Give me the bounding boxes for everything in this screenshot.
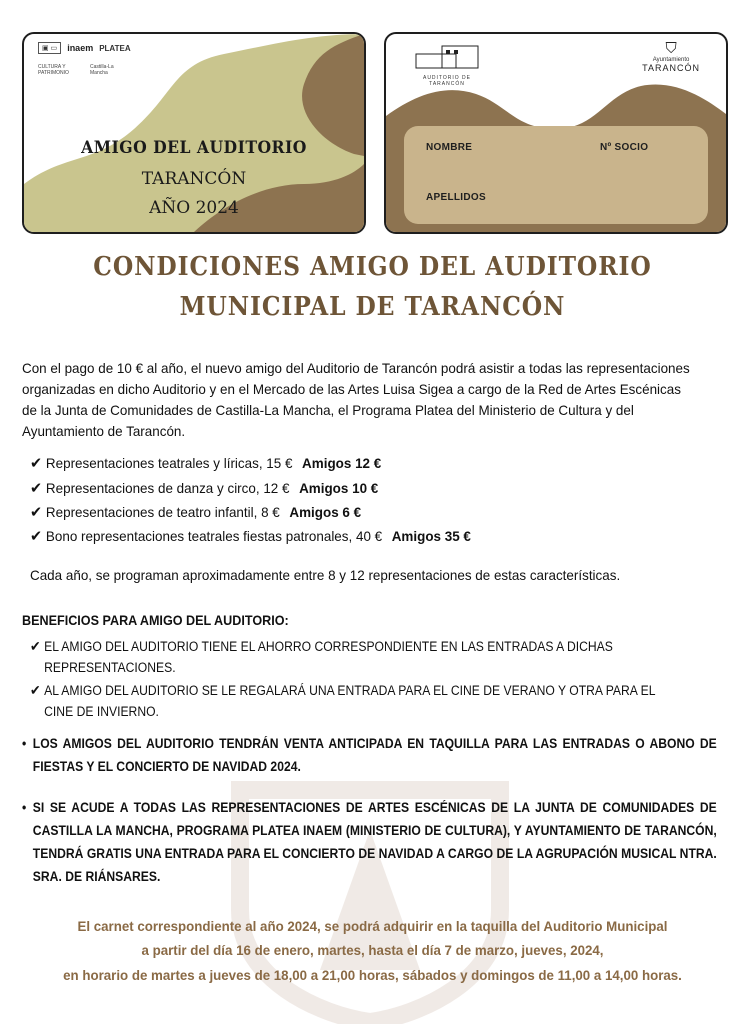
per-year-note: Cada año, se programan aproximadamente entre 8 y 12 representaciones de estas características. [30, 567, 621, 583]
price-amigos: Amigos 6 € [289, 504, 362, 520]
ayuntamiento-label: Ayuntamiento [652, 57, 690, 63]
sponsor-logos [38, 42, 131, 54]
ayuntamiento-town: TARANCÓN [642, 63, 700, 73]
check-icon: ✔ [30, 480, 43, 497]
page-title-line2: MUNICIPAL DE TARANCÓN [179, 292, 566, 322]
card-year: AÑO 2024 [149, 198, 239, 218]
price-amigos: Amigos 12 € [302, 455, 382, 471]
benefit-bullet [22, 732, 724, 778]
bullet-text: LOS AMIGOS DEL AUDITORIO TENDRÁN VENTA ANTICIPADA EN TAQUILLA PARA LAS ENTRADAS O ABONO DE FIESTAS Y EL CONCIERTO DE NAVIDAD 2024. [32, 736, 717, 774]
coat-of-arms-icon: ⛉ [665, 40, 677, 57]
page-title-line1: CONDICIONES AMIGO DEL AUDITORIO [93, 252, 652, 282]
card-town: TARANCÓN [141, 169, 247, 189]
benefit-item [30, 680, 714, 722]
benefit-text: EL AMIGO DEL AUDITORIO TIENE EL AHORRO CORRESPONDIENTE EN LAS ENTRADAS A DICHAS REPRESENTACIONES. [44, 639, 613, 675]
field-socio-label: Nº SOCIO [600, 142, 649, 153]
bullet-icon: • [22, 800, 27, 815]
price-text: Representaciones de danza y circo, 12 € [45, 480, 290, 496]
clm-logo: Castilla-La Mancha [90, 64, 114, 76]
check-icon: ✔ [30, 682, 41, 698]
check-icon: ✔ [30, 455, 43, 472]
ayuntamiento-logo [642, 40, 700, 73]
price-item [30, 527, 471, 545]
price-amigos: Amigos 35 € [391, 528, 471, 544]
bullet-icon: • [22, 736, 27, 751]
auditorio-logo-caption: AUDITORIO DE TARANCÓN [422, 75, 472, 87]
bullet-text: SI SE ACUDE A TODAS LAS REPRESENTACIONES DE ARTES ESCÉNICAS DE LA JUNTA DE COMUNIDADES DE CASTILLA LA MANCHA, PROGRAMA PLATEA INAEM (MINISTERIO DE CULTURA), Y AYUNTAMIENTO DE TARANCÓN, TENDRÁ GRATIS UNA ENTRADA PARA EL CONCIERTO DE NAVIDAD A CARGO DE LA AGRUPACIÓN MUSICAL NTRA. SRA. DE RIÁNSARES. [32, 800, 717, 884]
price-text: Representaciones teatrales y líricas, 15 € [45, 455, 293, 471]
membership-card-back [384, 32, 728, 234]
price-item [30, 479, 378, 497]
price-amigos: Amigos 10 € [299, 480, 379, 496]
footer-line3: en horario de martes a jueves de 18,00 a 21,00 horas, sábados y domingos de 11,00 a 14,00 horas. [63, 967, 682, 983]
auditorio-logo [412, 44, 482, 87]
price-item [30, 503, 361, 521]
check-icon: ✔ [30, 528, 43, 545]
platea-logo: PLATEA [99, 43, 131, 53]
intro-paragraph: Con el pago de 10 € al año, el nuevo amigo del Auditorio de Tarancón podrá asistir a todas las representaciones organizadas en dicho Auditorio y en el Mercado de las Artes Luisa Sigea a cargo de la Red de Artes Escénicas de la Junta de Comunidades de Castilla-La Mancha, el Programa Platea del Ministerio de Cultura y del Ayuntamiento de Tarancón. [22, 360, 690, 439]
field-nombre-label: NOMBRE [426, 142, 473, 153]
benefit-text: AL AMIGO DEL AUDITORIO SE LE REGALARÁ UNA ENTRADA PARA EL CINE DE VERANO Y OTRA PARA EL CINE DE INVIERNO. [44, 683, 656, 719]
card-title: AMIGO DEL AUDITORIO [81, 138, 307, 158]
auditorio-logo-icon [412, 44, 482, 70]
benefit-item [30, 636, 714, 678]
cultura-logo: CULTURA Y PATRIMONIO [38, 64, 69, 76]
inaem-logo: inaem [67, 43, 94, 53]
check-icon: ✔ [30, 504, 43, 521]
benefits-title: BENEFICIOS PARA AMIGO DEL AUDITORIO: [22, 612, 289, 628]
footer-line1: El carnet correspondiente al año 2024, se podrá adquirir en la taquilla del Auditorio Municipal [77, 918, 668, 934]
benefit-bullet [22, 796, 724, 888]
price-text: Bono representaciones teatrales fiestas patronales, 40 € [45, 528, 383, 544]
membership-card-front [22, 32, 366, 234]
price-item [30, 454, 381, 472]
ministry-logo: ▣ ▭ [38, 42, 61, 54]
check-icon: ✔ [30, 638, 41, 654]
regional-logos [38, 64, 130, 76]
footer-line2: a partir del día 16 de enero, martes, hasta el día 7 de marzo, jueves, 2024, [141, 942, 604, 958]
field-apellidos-label: APELLIDOS [426, 192, 486, 203]
price-text: Representaciones de teatro infantil, 8 € [45, 504, 280, 520]
